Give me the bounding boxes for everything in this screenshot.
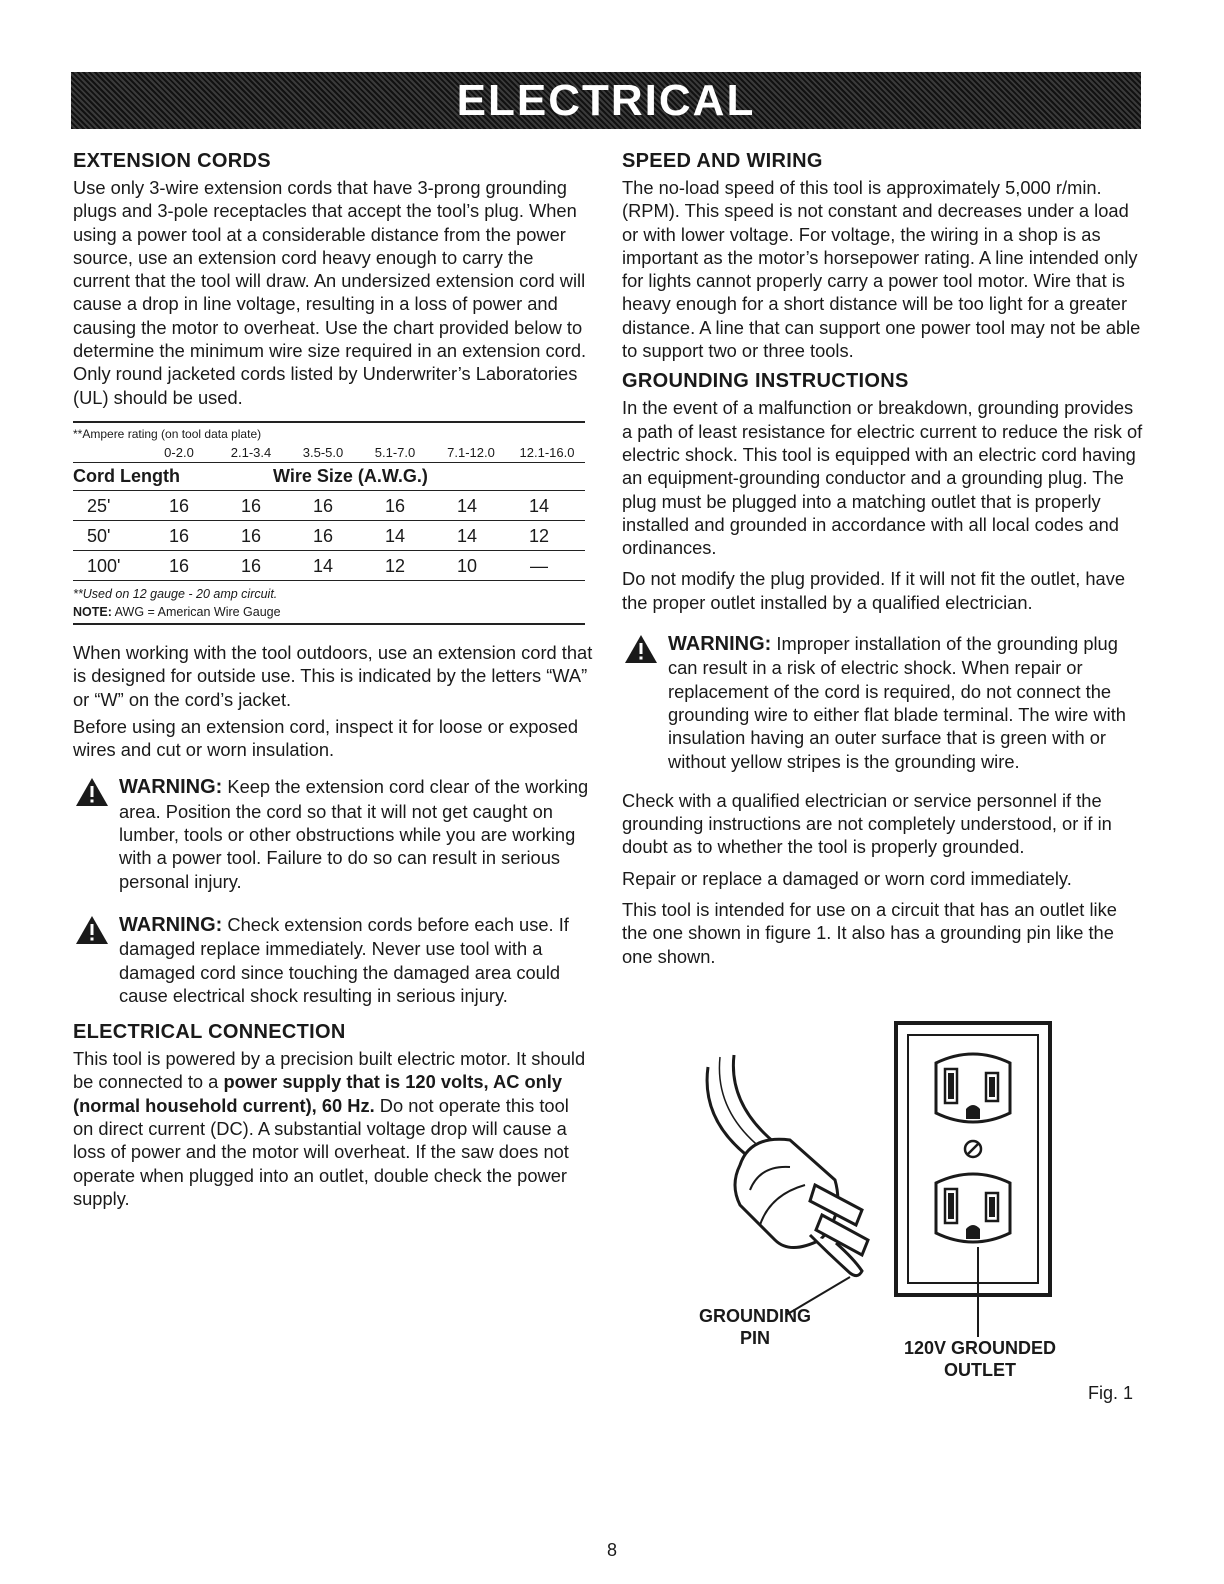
grounding-pin-label xyxy=(680,1305,830,1349)
warning-paragraph xyxy=(119,775,593,892)
grounding-para5: This tool is intended for use on a circuit that has an outlet like the one shown in figure 1. It also has a grounding pin like the one shown. xyxy=(622,899,1117,967)
outlet-label-line2: OUTLET xyxy=(944,1360,1016,1380)
warning-triangle-icon xyxy=(624,634,658,664)
wire-size-cell: 16 xyxy=(168,525,190,546)
warning-text: Keep the extension cord clear of the working area. Position the cord so that it will not get caught on lumber, tools or other obstructions while you are working with a power tool. Failure to do so can result in serious personal injury. xyxy=(119,776,589,892)
wire-size-cell: 16 xyxy=(240,525,262,546)
wire-size-cell: 16 xyxy=(168,555,190,576)
extension-cords-para2: When working with the tool outdoors, use an extension cord that is designed for outside use. This is indicated by the letters “WA” or “W” on the cord’s jacket. xyxy=(73,641,593,710)
figure-plug-outlet xyxy=(640,1015,1160,1403)
warning-block xyxy=(622,632,1144,773)
grounding-para1: In the event of a malfunction or breakdown, grounding provides a path of least resistance for electric current to reduce the risk of electric shock. This tool is equipped with an electric cord having an equipment-grounding conductor and a grounding plug. The plug must be plugged into a matching outlet that is properly installed and grounded in accordance with all local codes and ordinances. xyxy=(622,397,1143,559)
speed-wiring-para: The no-load speed of this tool is approximately 5,000 r/min. (RPM). This speed is not constant and decreases under a load or with lower voltage. For voltage, the wiring in a shop is as important as the motor’s horsepower rating. A line intended only for lights cannot properly carry a power tool motor. Wire that is heavy enough for a short distance will be too light for a greater distance. A line that can support one power tool may not be able to support two or three tools. xyxy=(622,177,1141,362)
warning-triangle-icon xyxy=(75,915,109,945)
amp-range: 2.1-3.4 xyxy=(230,444,272,460)
cord-length-cell: 25' xyxy=(87,495,111,516)
outlet-label-line1: 120V GROUNDED xyxy=(903,1338,1057,1358)
speed-wiring-heading: SPEED AND WIRING xyxy=(622,150,823,172)
warning-paragraph xyxy=(668,632,1144,773)
wire-size-cell: 14 xyxy=(456,525,478,546)
table-footnote: **Used on 12 gauge - 20 amp circuit. xyxy=(73,586,278,601)
outlet-label xyxy=(885,1337,1075,1381)
warning-block xyxy=(73,913,593,1007)
connection-text-b: Do not operate this tool on direct current (DC). A substantial voltage drop will cause a loss of power and the motor will overheat. If the saw does not operate when plugged into an outlet, double check the power supply. xyxy=(73,1094,569,1209)
cord-length-cell: 50' xyxy=(87,525,111,546)
wire-size-header: Wire Size (A.W.G.) xyxy=(273,465,428,486)
cord-length-cell: 100' xyxy=(87,555,121,576)
amp-range-row xyxy=(73,441,585,462)
page-number: 8 xyxy=(606,1540,617,1560)
right-column xyxy=(622,150,1144,976)
wire-size-cell: 16 xyxy=(240,555,262,576)
wire-size-cell: 14 xyxy=(312,555,334,576)
cord-length-header: Cord Length xyxy=(73,465,180,486)
amp-range: 0-2.0 xyxy=(164,444,194,460)
warning-label: WARNING: xyxy=(119,776,223,799)
note-label: NOTE: xyxy=(73,604,112,619)
warning-label: WARNING: xyxy=(668,633,772,656)
grounding-para4: Repair or replace a damaged or worn cord immediately. xyxy=(622,867,1072,889)
section-banner xyxy=(71,72,1141,129)
wire-size-cell: 16 xyxy=(240,495,262,516)
electrical-connection-heading: ELECTRICAL CONNECTION xyxy=(73,1021,346,1044)
warning-paragraph xyxy=(119,913,593,1007)
figure-caption: Fig. 1 xyxy=(1088,1383,1134,1403)
warning-triangle-icon xyxy=(75,777,109,807)
wire-size-cell: 16 xyxy=(312,495,334,516)
grounding-para3: Check with a qualified electrician or service personnel if the grounding instructions are not completely understood, or if in doubt as to whether the tool is properly grounded. xyxy=(622,789,1112,858)
left-column xyxy=(73,150,593,1218)
wire-size-cell: 16 xyxy=(312,525,334,546)
table-row xyxy=(73,551,585,581)
table-header xyxy=(73,462,585,491)
wire-size-cell: 10 xyxy=(456,555,478,576)
table-note xyxy=(73,601,585,625)
electrical-connection-para xyxy=(73,1047,593,1210)
warning-text: Check extension cords before each use. If damaged replace immediately. Never use tool with a damaged cord since touching the damaged area could cause electrical shock resulting in serious injury. xyxy=(119,913,569,1006)
amp-range: 3.5-5.0 xyxy=(302,444,344,460)
wire-size-table xyxy=(73,421,585,625)
ampere-note: **Ampere rating (on tool data plate) xyxy=(73,426,262,441)
warning-text: Improper installation of the grounding plug can result in a risk of electric shock. When repair or replacement of the cord is required, do not connect the grounding wire to either flat blade terminal. The wire with insulation having an outer surface that is green with or without yellow stripes is the grounding wire. xyxy=(668,633,1126,772)
grounding-heading: GROUNDING INSTRUCTIONS xyxy=(622,370,909,393)
extension-cords-para3: Before using an extension cord, inspect it for loose or exposed wires and cut or worn insulation. xyxy=(73,715,579,761)
wire-size-cell: 12 xyxy=(528,525,550,546)
table-row xyxy=(73,521,585,551)
connection-text-bold: power supply that is 120 volts, AC only (normal household current), 60 Hz. xyxy=(73,1071,563,1116)
wire-size-cell: 12 xyxy=(384,555,406,576)
connection-text-a: This tool is powered by a precision built electric motor. It should be connected to a xyxy=(73,1048,586,1093)
warning-block xyxy=(73,775,593,892)
table-row xyxy=(73,491,585,521)
wire-size-cell: 14 xyxy=(384,525,406,546)
note-text: AWG = American Wire Gauge xyxy=(111,604,281,619)
warning-label: WARNING: xyxy=(119,913,223,936)
wire-size-cell: — xyxy=(530,555,548,576)
grounding-para2: Do not modify the plug provided. If it will not fit the outlet, have the proper outlet installed by a qualified electrician. xyxy=(622,568,1126,613)
extension-cords-heading: EXTENSION CORDS xyxy=(73,150,271,172)
grounding-pin-label-line2: PIN xyxy=(739,1328,770,1348)
wire-size-cell: 14 xyxy=(456,495,478,516)
grounding-pin-label-line1: GROUNDING xyxy=(699,1306,811,1326)
wire-size-cell: 16 xyxy=(384,495,406,516)
amp-range: 5.1-7.0 xyxy=(374,444,416,460)
extension-cords-para1: Use only 3-wire extension cords that have 3-prong grounding plugs and 3-pole receptacles that accept the tool’s plug. When using a power tool at a considerable distance from the power source, use an extension cord heavy enough to carry the current that the tool will draw. An undersized extension cord will cause a drop in line voltage, resulting in a loss of power and causing the motor to overheat. Use the chart provided below to determine the minimum wire size required in an extension cord. Only round jacketed cords listed by Underwriter’s Laboratories (UL) should be used. xyxy=(73,177,587,408)
banner-title: ELECTRICAL xyxy=(456,75,756,125)
wire-size-cell: 16 xyxy=(168,495,190,516)
amp-range: 7.1-12.0 xyxy=(447,444,495,460)
amp-range: 12.1-16.0 xyxy=(519,444,575,460)
wire-size-cell: 14 xyxy=(528,495,550,516)
